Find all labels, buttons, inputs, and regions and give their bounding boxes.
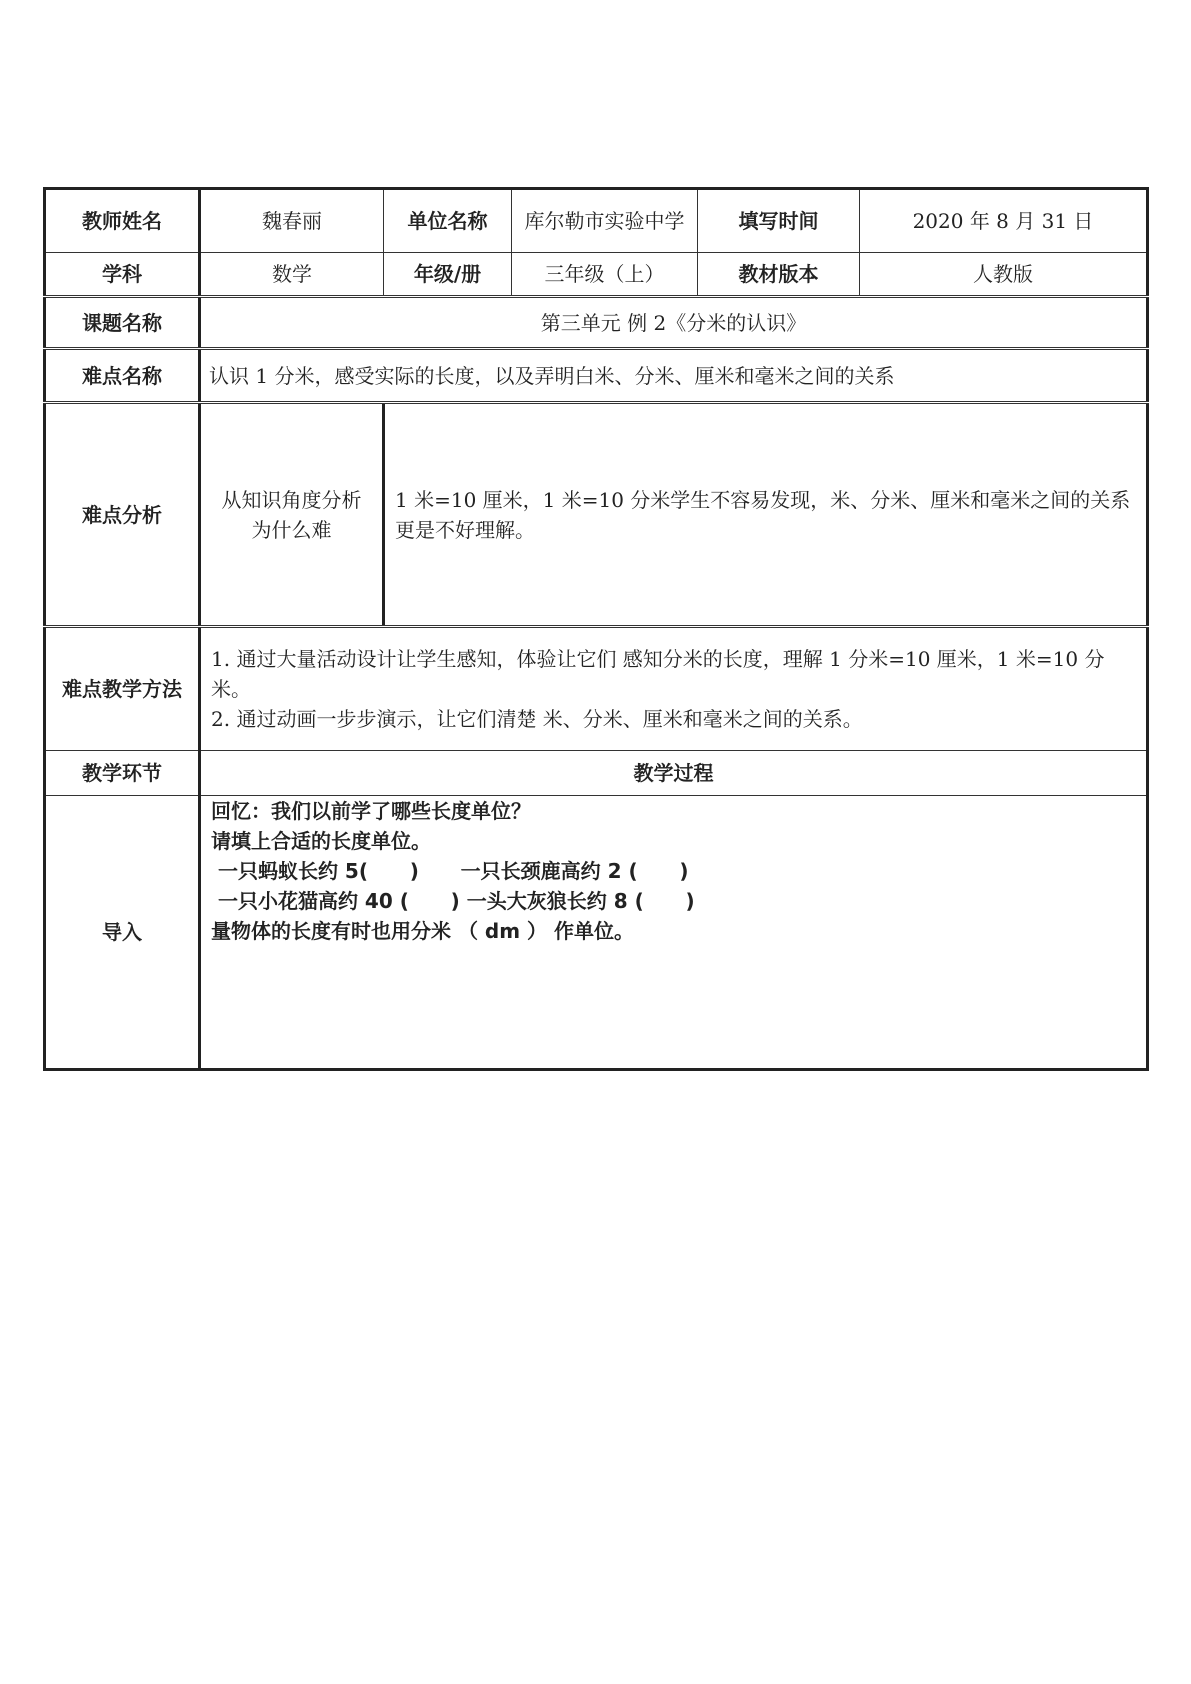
subject-value: 数学 (200, 253, 384, 297)
process-label: 教学过程 (200, 751, 1148, 796)
intro-line-4: 一只小花猫高约 40 ( ) 一头大灰狼长约 8 ( ) (211, 889, 695, 913)
intro-line-5: 量物体的长度有时也用分米 （ dm ） 作单位。 (211, 919, 635, 943)
unit-value: 库尔勒市实验中学 (512, 189, 698, 253)
edition-value: 人教版 (860, 253, 1148, 297)
intro-content (200, 796, 1148, 1070)
stage-label: 教学环节 (45, 751, 200, 796)
analysis-row (45, 403, 1148, 627)
topic-label: 课题名称 (45, 297, 200, 349)
header-row-1 (45, 189, 1148, 253)
difficulty-row (45, 349, 1148, 403)
date-label: 填写时间 (698, 189, 860, 253)
intro-label: 导入 (45, 796, 200, 1070)
analysis-label: 难点分析 (45, 403, 200, 627)
method-value (200, 627, 1148, 751)
teacher-value: 魏春丽 (200, 189, 384, 253)
header-row-2 (45, 253, 1148, 297)
method-line-1: 1. 通过大量活动设计让学生感知，体验让它们 感知分米的长度，理解 1 分米=10 厘米，1 米=10 分米。 (211, 647, 1105, 701)
unit-label: 单位名称 (384, 189, 512, 253)
lesson-plan-table (43, 187, 1149, 1071)
method-label: 难点教学方法 (45, 627, 200, 751)
intro-line-2: 请填上合适的长度单位。 (211, 829, 431, 853)
intro-line-1: 回忆：我们以前学了哪些长度单位？ (211, 799, 531, 823)
topic-row (45, 297, 1148, 349)
analysis-sub-label: 从知识角度分析为什么难 (200, 403, 384, 627)
intro-row (45, 796, 1148, 1070)
method-line-2: 2. 通过动画一步步演示，让它们清楚 米、分米、厘米和毫米之间的关系。 (211, 707, 863, 731)
difficulty-value: 认识 1 分米，感受实际的长度，以及弄明白米、分米、厘米和毫米之间的关系 (200, 349, 1148, 403)
grade-value: 三年级（上） (512, 253, 698, 297)
subject-label: 学科 (45, 253, 200, 297)
topic-value: 第三单元 例 2《分米的认识》 (200, 297, 1148, 349)
lesson-plan-sheet (43, 187, 1146, 1071)
difficulty-label: 难点名称 (45, 349, 200, 403)
process-header-row (45, 751, 1148, 796)
analysis-value: 1 米=10 厘米，1 米=10 分米学生不容易发现，米、分米、厘米和毫米之间的关系更是不好理解。 (384, 403, 1148, 627)
edition-label: 教材版本 (698, 253, 860, 297)
teacher-label: 教师姓名 (45, 189, 200, 253)
method-row (45, 627, 1148, 751)
intro-line-3: 一只蚂蚁长约 5( ) 一只长颈鹿高约 2 ( ) (211, 859, 689, 883)
grade-label: 年级/册 (384, 253, 512, 297)
date-value: 2020 年 8 月 31 日 (860, 189, 1148, 253)
